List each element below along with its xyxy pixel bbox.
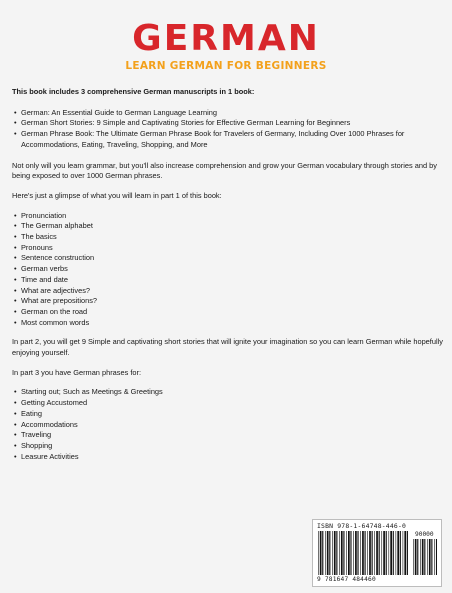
list-item: • Shopping — [12, 441, 444, 452]
description — [12, 87, 444, 462]
addon-digits: 90000 — [415, 531, 434, 538]
list-item: • Sentence construction — [12, 253, 444, 264]
list-item: • German Phrase Book: The Ultimate German Phrase Book for Travelers of Germany, Including Over 1000 Phrases for Accommodations, Eating, Traveling, Shopping, and More — [12, 129, 444, 150]
list-item: • Accommodations — [12, 420, 444, 431]
list-item: • German Short Stories: 9 Simple and Captivating Stories for Effective German Learning for Beginners — [12, 118, 444, 129]
barcode-bars — [318, 531, 410, 575]
list-item: • The German alphabet — [12, 221, 444, 232]
part3-topic-list — [12, 387, 444, 462]
book-title: GERMAN — [132, 18, 320, 59]
list-item: • Eating — [12, 409, 444, 420]
barcode — [312, 519, 442, 587]
list-item: • Traveling — [12, 430, 444, 441]
ean-digits: 9 781647 484460 — [317, 576, 376, 583]
list-item: • Time and date — [12, 275, 444, 286]
list-item: • Pronouns — [12, 243, 444, 254]
list-item: • What are prepositions? — [12, 296, 444, 307]
part1-topic-list — [12, 211, 444, 329]
isbn-label: ISBN 978-1-64748-446-0 — [317, 522, 407, 530]
addon-barcode-bars — [413, 539, 437, 575]
list-item: • Leasure Activities — [12, 452, 444, 463]
list-item: • German: An Essential Guide to German Language Learning — [12, 108, 444, 119]
book-subtitle: LEARN GERMAN FOR BEGINNERS — [125, 60, 327, 72]
intro-text: This book includes 3 comprehensive German manuscripts in 1 book: — [12, 87, 255, 96]
paragraph: In part 2, you will get 9 Simple and captivating short stories that will ignite your imagination so you can learn German while hopefully enjoying yourself. — [12, 337, 443, 358]
list-item: • Starting out; Such as Meetings & Greetings — [12, 387, 444, 398]
list-item: • What are adjectives? — [12, 286, 444, 297]
paragraph: Here's just a glimpse of what you will learn in part 1 of this book: — [12, 190, 222, 200]
list-item: • Pronunciation — [12, 211, 444, 222]
paragraph: Not only will you learn grammar, but you'll also increase comprehension and grow your German vocabulary through stories and by being exposed to over 1000 German phrases. — [12, 160, 437, 181]
list-item: • Getting Accustomed — [12, 398, 444, 409]
list-item: • German verbs — [12, 264, 444, 275]
list-item: • German on the road — [12, 307, 444, 318]
list-item: • Most common words — [12, 318, 444, 329]
list-item: • The basics — [12, 232, 444, 243]
paragraph: In part 3 you have German phrases for: — [12, 367, 141, 377]
manuscript-list — [12, 108, 444, 151]
